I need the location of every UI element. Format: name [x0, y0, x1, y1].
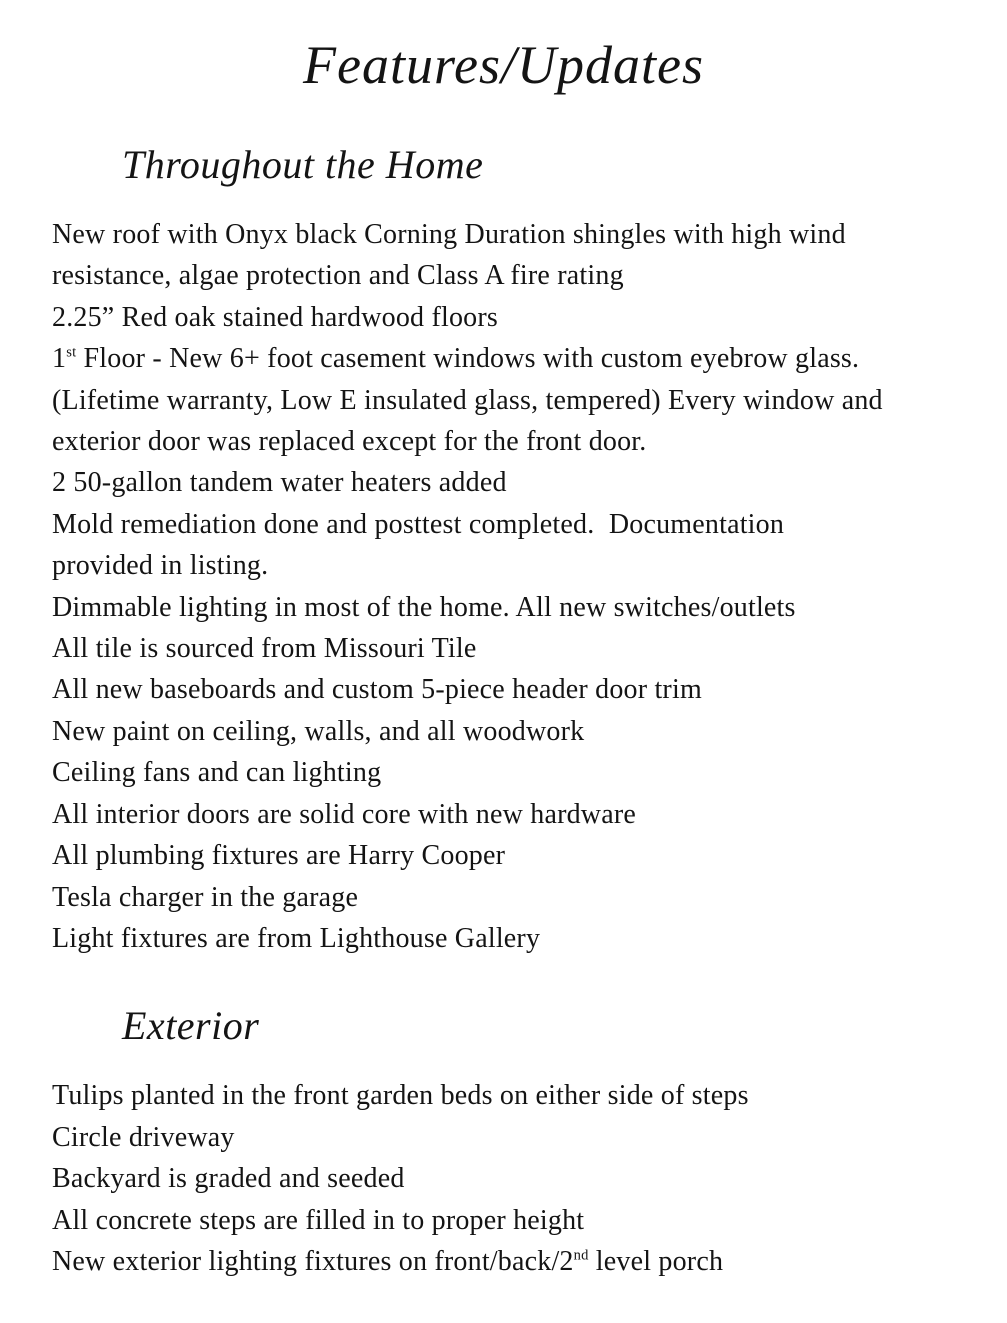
feature-text: New roof with Onyx black Corning Duration shingles with high wind: [52, 219, 846, 250]
feature-text: resistance, algae protection and Class A fire rating: [52, 260, 624, 292]
feature-line: [52, 297, 1007, 338]
page-title: Features/Updates: [303, 35, 704, 95]
feature-line: [52, 380, 1007, 421]
feature-text: All new baseboards and custom 5-piece header door trim: [52, 674, 702, 706]
feature-text: Floor - New 6+ foot casement windows with custom eyebrow glass.: [76, 343, 860, 375]
feature-line: [52, 628, 1007, 669]
feature-line: [52, 1200, 1007, 1241]
feature-line: [52, 1075, 1007, 1116]
ordinal-superscript: nd: [573, 1247, 589, 1264]
feature-text: Tesla charger in the garage: [52, 881, 359, 913]
feature-text: (Lifetime warranty, Low E insulated glass, tempered) Every window and: [52, 384, 883, 416]
feature-text: provided in listing.: [52, 550, 269, 582]
feature-line: [52, 587, 1007, 628]
feature-line: [52, 504, 1007, 545]
feature-list: [52, 214, 1007, 959]
feature-line: [52, 545, 1007, 586]
feature-line: [52, 711, 1007, 752]
feature-line: [52, 1241, 1007, 1282]
feature-line: [52, 752, 1007, 793]
feature-text: New exterior lighting fixtures on front/back/2: [52, 1245, 574, 1277]
feature-text: Backyard is graded and seeded: [52, 1163, 405, 1195]
feature-text: Mold remediation done and posttest completed. Documentation: [52, 508, 785, 540]
ordinal-superscript: st: [66, 344, 77, 361]
feature-line: [52, 1158, 1007, 1199]
feature-text: exterior door was replaced except for the front door.: [52, 426, 647, 458]
feature-text: Dimmable lighting in most of the home. All new switches/outlets: [52, 591, 796, 623]
feature-text: All interior doors are solid core with new hardware: [52, 798, 637, 830]
feature-text: 2.25” Red oak stained hardwood floors: [52, 301, 498, 333]
feature-text: All tile is sourced from Missouri Tile: [52, 633, 477, 665]
feature-text: 2 50-gallon tandem water heaters added: [52, 467, 507, 499]
feature-text: Tulips planted in the front garden beds on either side of steps: [52, 1080, 749, 1112]
feature-line: [52, 421, 1007, 462]
feature-line: [52, 462, 1007, 503]
section-heading: Exterior: [122, 1003, 260, 1049]
feature-line: [52, 338, 1007, 379]
feature-line: [52, 1117, 1007, 1158]
feature-line: [52, 794, 1007, 835]
feature-line: [52, 835, 1007, 876]
feature-text: level porch: [588, 1245, 724, 1277]
feature-line: [52, 918, 1007, 959]
feature-line: [52, 877, 1007, 918]
section-heading: Throughout the Home: [122, 142, 484, 187]
feature-text: All concrete steps are filled in to proper height: [52, 1204, 585, 1236]
feature-text: Circle driveway: [52, 1121, 235, 1153]
feature-text: 1: [52, 343, 67, 375]
feature-line: [52, 255, 1007, 296]
feature-list: [52, 1075, 1007, 1282]
feature-line: [52, 669, 1007, 710]
feature-text: New paint on ceiling, walls, and all woodwork: [52, 715, 585, 747]
feature-text: Light fixtures are from Lighthouse Gallery: [52, 922, 541, 954]
feature-line: [52, 214, 1007, 255]
feature-text: Ceiling fans and can lighting: [52, 757, 382, 789]
feature-text: All plumbing fixtures are Harry Cooper: [52, 840, 506, 872]
sections: [0, 140, 1007, 1282]
